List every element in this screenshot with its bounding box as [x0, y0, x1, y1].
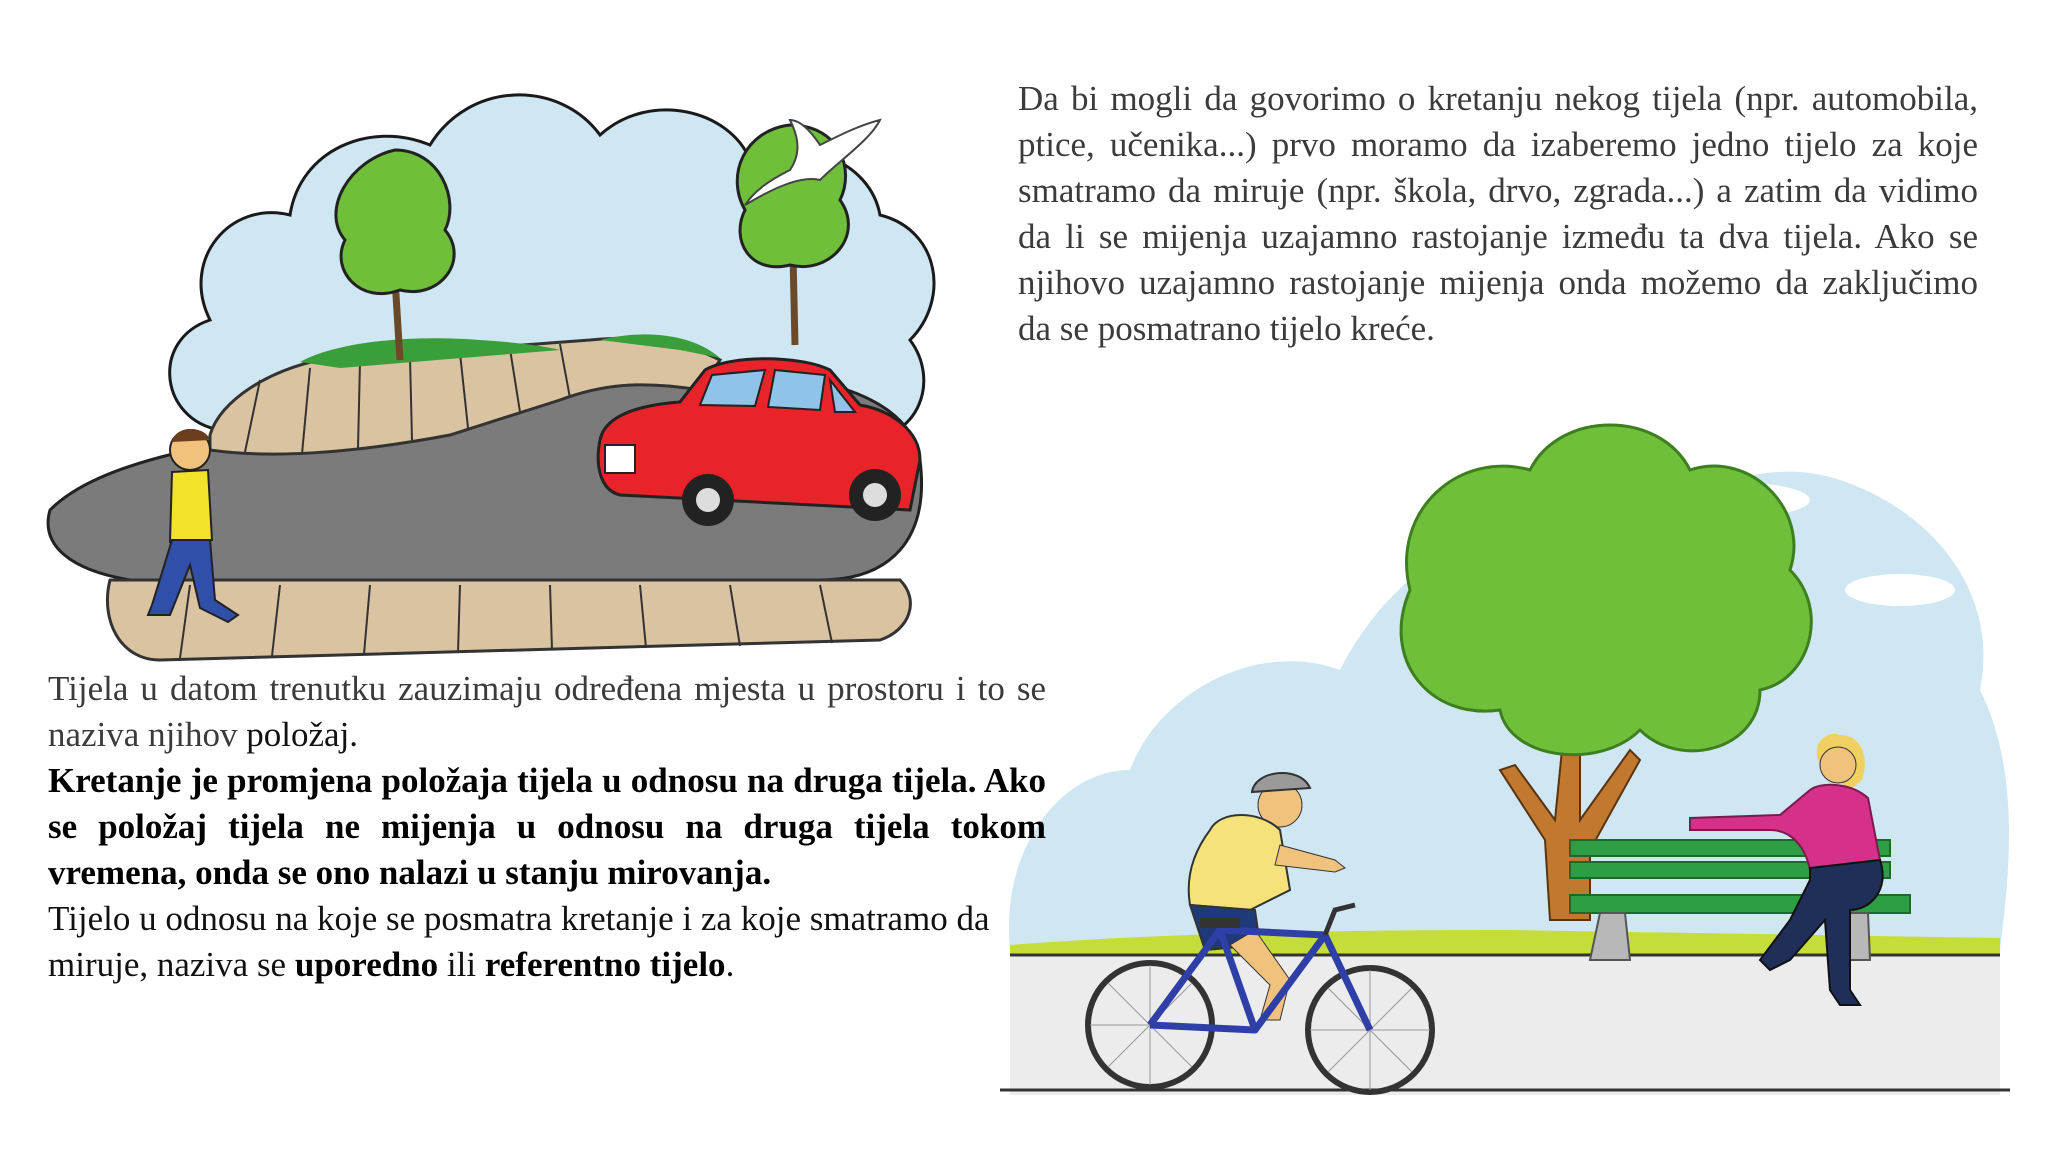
position-paragraph — [48, 666, 1046, 758]
reference-body-text: Tijelo u odnosu na koje se posmatra kretanje i za koje smatramo da miruje, naziva se — [48, 899, 990, 984]
position-term: položaj. — [246, 715, 359, 754]
park-scene-illustration — [990, 390, 2020, 1110]
definitions-block — [48, 666, 1046, 988]
reference-body-end: . — [725, 945, 735, 984]
motion-definition-paragraph: Kretanje je promjena položaja tijela u odnosu na druga tijela. Ako se položaj tijela ne mijenja u odnosu na druga tijela tokom vremena, onda se ono nalazi u stanju mirovanja. — [48, 761, 1046, 892]
street-scene-illustration — [40, 40, 970, 670]
position-text: Tijela u datom trenutku zauzimaju određena mjesta u prostoru i to se naziva njihov — [48, 669, 1046, 754]
reference-body-paragraph — [48, 896, 1046, 988]
intro-paragraph — [1018, 76, 1978, 352]
term-uporedno: uporedno — [294, 945, 439, 984]
intro-text: Da bi mogli da govorimo o kretanju nekog tijela (npr. automobila, ptice, učenika...) prvo moramo da izaberemo jedno tijelo za koje smatramo da miruje (npr. škola, drvo, zgrada...) a zatim da vidimo da li se mijenja uzajamno rastojanje između ta dva tijela. Ako se njihovo uzajamno rastojanje mijenja onda možemo da zaključimo da se posmatrano tijelo kreće. — [1018, 79, 1978, 348]
term-connector: ili — [446, 945, 477, 984]
term-referentno-tijelo: referentno tijelo — [484, 945, 726, 984]
